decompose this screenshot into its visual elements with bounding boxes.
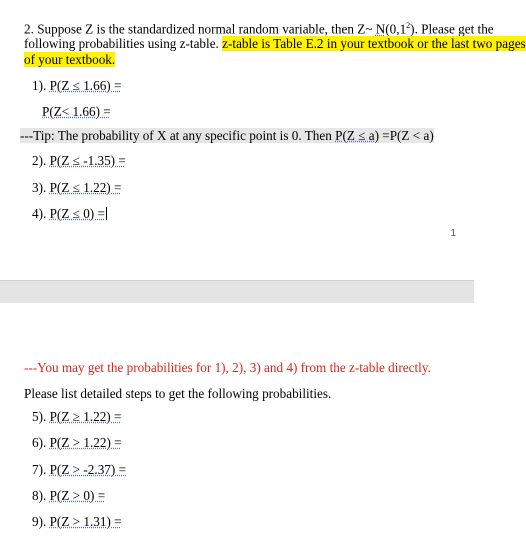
item-7 bbox=[32, 462, 126, 478]
item-7-number: 7). bbox=[32, 462, 50, 477]
red-note: ---You may get the probabilities for 1), 2), 3) and 4) from the z-table directly. bbox=[24, 360, 431, 375]
tip-p2: =P(Z < a) bbox=[378, 128, 434, 143]
instruction-line: Please list detailed steps to get the following probabilities. bbox=[24, 386, 332, 401]
item-4[interactable] bbox=[32, 206, 107, 222]
document-page-1 bbox=[0, 0, 526, 250]
item-9-number: 9). bbox=[32, 514, 50, 529]
text-cursor bbox=[106, 207, 107, 220]
item-6 bbox=[32, 435, 122, 451]
item-2-number: 2). bbox=[32, 153, 50, 168]
tip-p1: P(Z ≤ a) bbox=[335, 128, 379, 143]
item-6-number: 6). bbox=[32, 435, 50, 450]
item-8-expression: P(Z > 0) = bbox=[49, 488, 106, 503]
item-5-number: 5). bbox=[32, 409, 50, 424]
item-2 bbox=[32, 153, 126, 169]
distribution-superscript: 2 bbox=[406, 21, 411, 30]
question-line-3 bbox=[24, 52, 115, 68]
tip-block bbox=[20, 128, 434, 143]
item-3 bbox=[32, 180, 121, 196]
question-intro: 2. Suppose Z is the standardized normal random variable, then Z~ bbox=[24, 21, 376, 37]
question-line-1 bbox=[24, 18, 494, 37]
item-4-number: 4). bbox=[32, 206, 50, 221]
item-5-expression: P(Z ≥ 1.22) = bbox=[49, 409, 122, 424]
item-1-number: 1). bbox=[32, 78, 50, 93]
tip-line bbox=[20, 128, 434, 144]
item-7-expression: P(Z > -2.37) = bbox=[49, 462, 127, 477]
item-5 bbox=[32, 409, 121, 425]
page-separator bbox=[0, 280, 474, 304]
item-6-expression: P(Z > 1.22) = bbox=[49, 435, 122, 450]
question-line-2 bbox=[24, 36, 526, 52]
question-after: ). Please get the bbox=[410, 21, 494, 37]
document-page-2 bbox=[0, 303, 474, 545]
item-1-expression: P(Z ≤ 1.66) = bbox=[49, 78, 122, 93]
item-4-expression: P(Z ≤ 0) = bbox=[49, 206, 105, 221]
item-1b-expression: P(Z< 1.66) = bbox=[42, 104, 111, 119]
item-1 bbox=[32, 78, 121, 94]
item-8 bbox=[32, 488, 105, 504]
item-3-expression: P(Z ≤ 1.22) = bbox=[49, 180, 122, 195]
page-number: 1 bbox=[450, 228, 456, 239]
item-3-number: 3). bbox=[32, 180, 50, 195]
distribution-name: N bbox=[375, 21, 386, 37]
question-line-2-text: following probabilities using z-table. bbox=[24, 36, 223, 51]
item-2-expression: P(Z ≤ -1.35) = bbox=[49, 153, 126, 168]
tip-prefix: ---Tip: The probability of X at any specific point is 0. Then bbox=[20, 128, 336, 143]
item-9-expression: P(Z > 1.31) = bbox=[49, 514, 122, 529]
item-9 bbox=[32, 514, 122, 530]
highlighted-ztable-note-end: of your textbook. bbox=[24, 52, 116, 67]
distribution-params: (0,1 bbox=[385, 21, 407, 37]
item-1b bbox=[42, 104, 111, 120]
item-8-number: 8). bbox=[32, 488, 50, 503]
highlighted-ztable-note: z-table is Table E.2 in your textbook or the last two pages bbox=[222, 36, 526, 51]
